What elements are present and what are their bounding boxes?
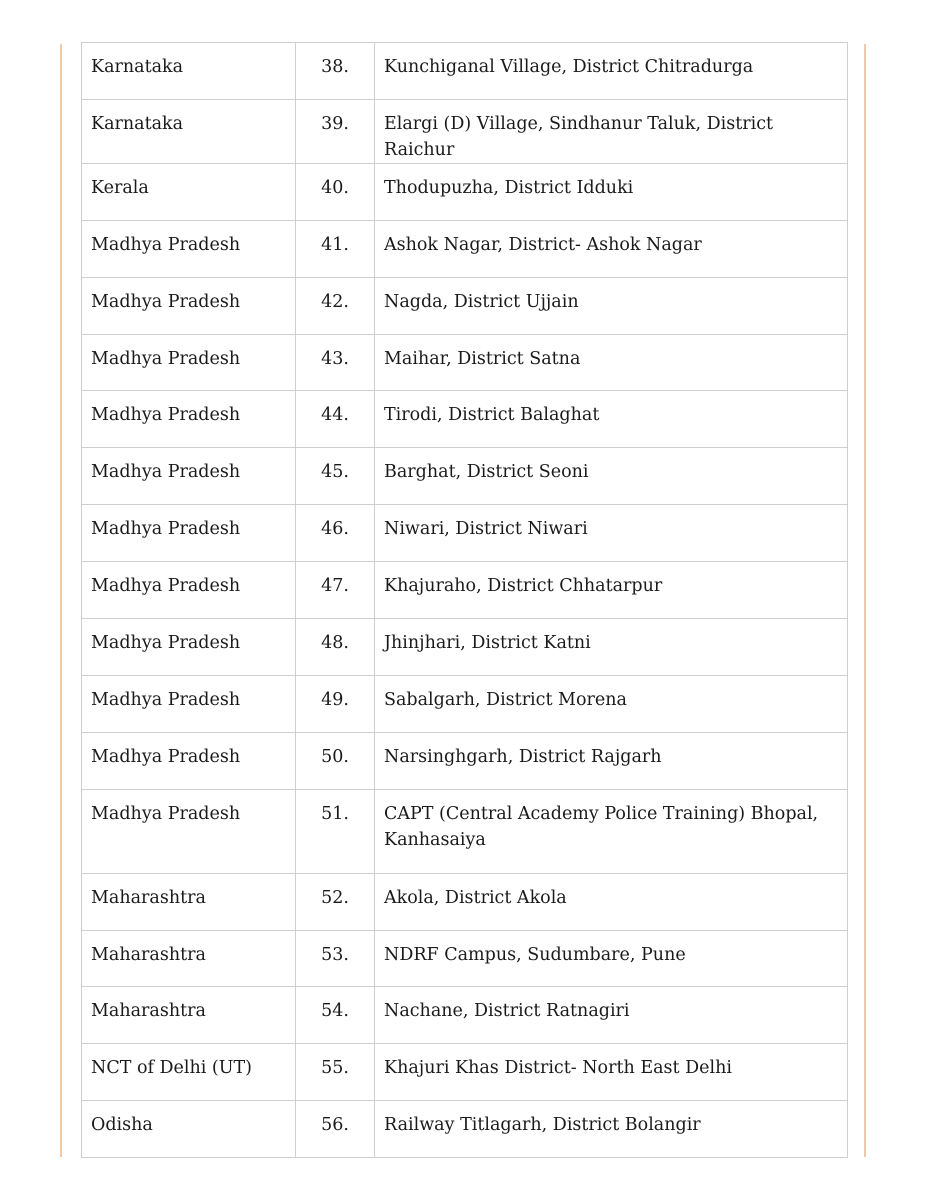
serial-number-cell: 41. [296,220,375,277]
serial-number-cell: 45. [296,448,375,505]
left-page-border [60,44,62,1157]
state-cell: Karnataka [82,99,296,163]
location-cell: CAPT (Central Academy Police Training) Bhopal, Kanhasaiya [375,789,848,873]
table-row [82,619,848,676]
serial-number-cell: 55. [296,1044,375,1101]
location-cell: Ashok Nagar, District- Ashok Nagar [375,220,848,277]
location-cell: Sabalgarh, District Morena [375,675,848,732]
location-cell: Nachane, District Ratnagiri [375,987,848,1044]
state-cell: Madhya Pradesh [82,562,296,619]
table-row [82,562,848,619]
serial-number-cell: 38. [296,43,375,100]
table-row [82,1101,848,1158]
state-cell: Madhya Pradesh [82,619,296,676]
serial-number-cell: 53. [296,930,375,987]
location-cell: Narsinghgarh, District Rajgarh [375,732,848,789]
location-cell: Thodupuzha, District Idduki [375,163,848,220]
state-cell: Madhya Pradesh [82,505,296,562]
location-cell: Barghat, District Seoni [375,448,848,505]
table-row [82,675,848,732]
state-cell: Madhya Pradesh [82,220,296,277]
state-cell: Maharashtra [82,873,296,930]
location-cell: Maihar, District Satna [375,334,848,391]
table-row [82,930,848,987]
serial-number-cell: 39. [296,99,375,163]
location-cell: Elargi (D) Village, Sindhanur Taluk, District Raichur [375,99,848,163]
table-row [82,277,848,334]
locations-table [81,42,848,1158]
table-row [82,220,848,277]
table-row [82,391,848,448]
location-cell: Khajuri Khas District- North East Delhi [375,1044,848,1101]
table-row [82,987,848,1044]
table-row [82,334,848,391]
state-cell: Maharashtra [82,930,296,987]
table-row [82,732,848,789]
serial-number-cell: 44. [296,391,375,448]
state-cell: Madhya Pradesh [82,732,296,789]
table-row [82,448,848,505]
location-cell: Akola, District Akola [375,873,848,930]
state-cell: Karnataka [82,43,296,100]
table-row [82,873,848,930]
serial-number-cell: 56. [296,1101,375,1158]
location-cell: NDRF Campus, Sudumbare, Pune [375,930,848,987]
location-cell: Khajuraho, District Chhatarpur [375,562,848,619]
table-row [82,99,848,163]
state-cell: Kerala [82,163,296,220]
serial-number-cell: 40. [296,163,375,220]
state-cell: Madhya Pradesh [82,277,296,334]
serial-number-cell: 52. [296,873,375,930]
serial-number-cell: 47. [296,562,375,619]
serial-number-cell: 49. [296,675,375,732]
right-page-border [864,44,866,1157]
state-cell: Maharashtra [82,987,296,1044]
serial-number-cell: 46. [296,505,375,562]
state-cell: Madhya Pradesh [82,334,296,391]
location-cell: Jhinjhari, District Katni [375,619,848,676]
serial-number-cell: 54. [296,987,375,1044]
state-cell: Madhya Pradesh [82,391,296,448]
location-cell: Railway Titlagarh, District Bolangir [375,1101,848,1158]
serial-number-cell: 43. [296,334,375,391]
state-cell: Odisha [82,1101,296,1158]
serial-number-cell: 51. [296,789,375,873]
state-cell: NCT of Delhi (UT) [82,1044,296,1101]
state-cell: Madhya Pradesh [82,789,296,873]
serial-number-cell: 42. [296,277,375,334]
state-cell: Madhya Pradesh [82,675,296,732]
serial-number-cell: 50. [296,732,375,789]
table-row [82,789,848,873]
location-cell: Kunchiganal Village, District Chitradurga [375,43,848,100]
location-cell: Tirodi, District Balaghat [375,391,848,448]
table-row [82,163,848,220]
table-row [82,43,848,100]
table-row [82,505,848,562]
location-cell: Nagda, District Ujjain [375,277,848,334]
state-cell: Madhya Pradesh [82,448,296,505]
table-row [82,1044,848,1101]
location-cell: Niwari, District Niwari [375,505,848,562]
serial-number-cell: 48. [296,619,375,676]
